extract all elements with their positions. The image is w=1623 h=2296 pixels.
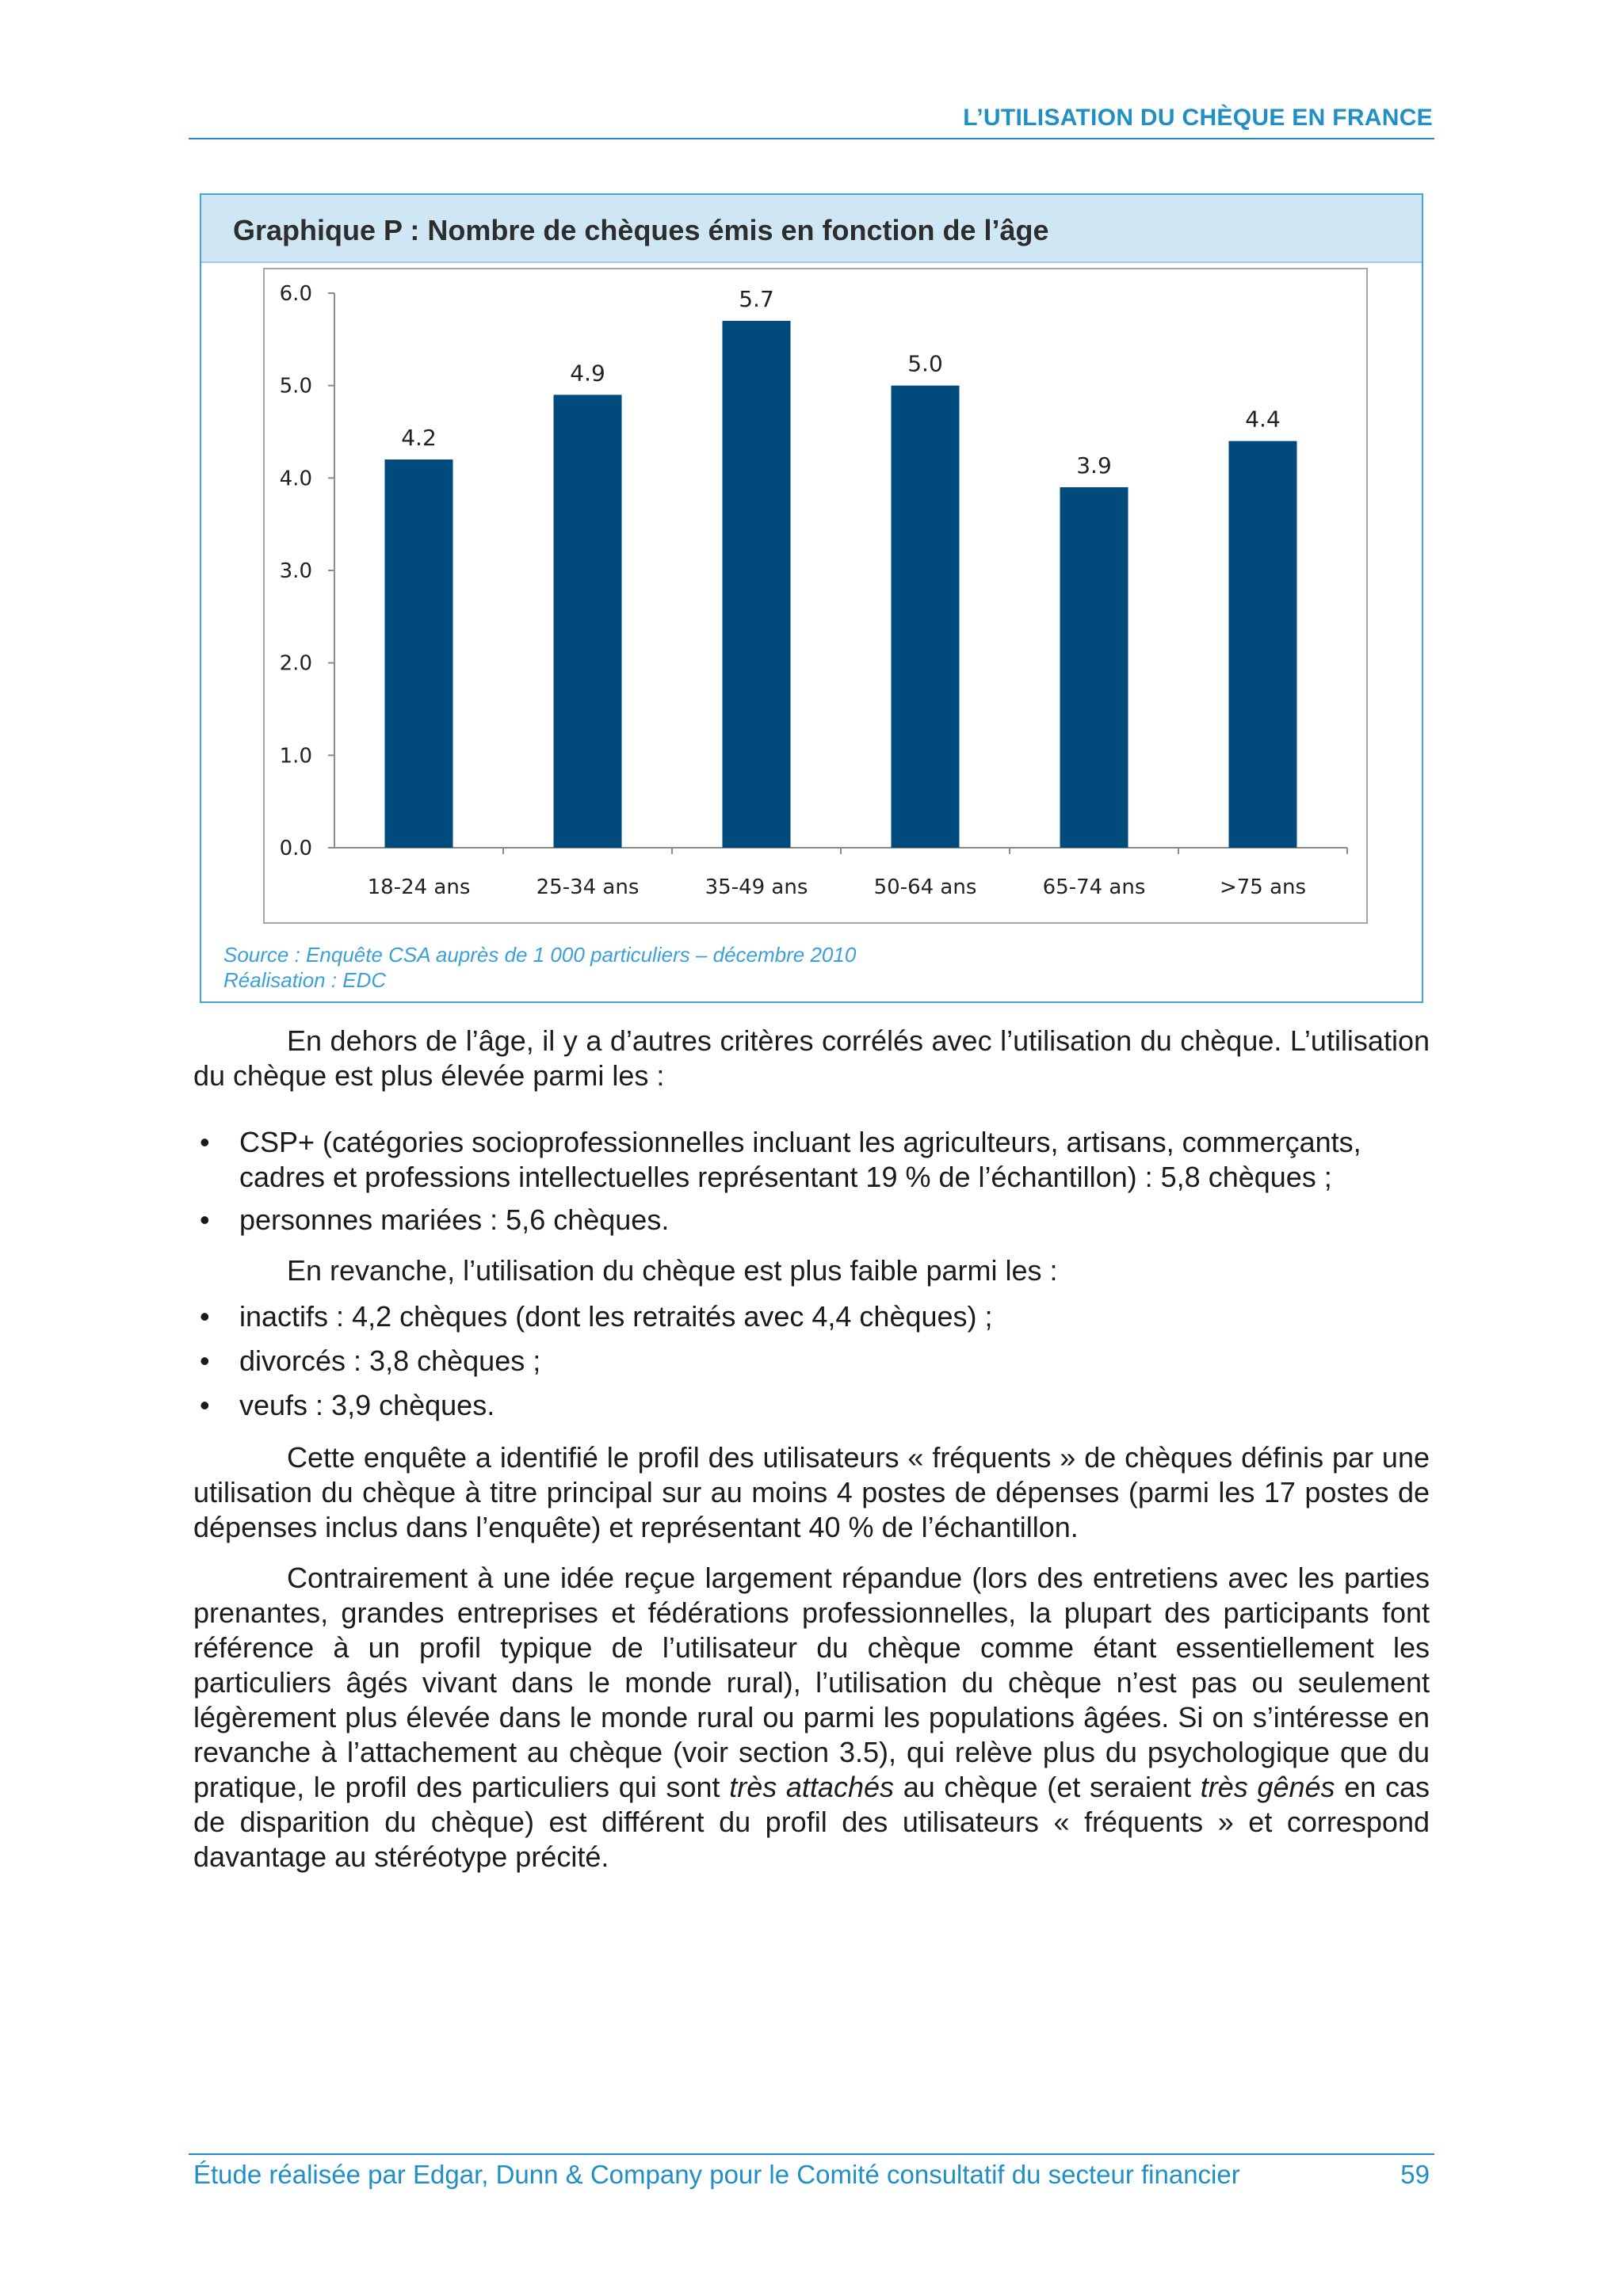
y-tick-label: 0.0 [279,837,312,860]
bar [1229,441,1297,848]
paragraph-4 [193,1561,1430,1875]
bullet-text: CSP+ (catégories socioprofessionnelles incluant les agriculteurs, artisans, commerçants, cadres et professions intellectuelles représentant 19 % de l’échantillon) : 5,8 chèques ; [239,1126,1361,1193]
y-tick-label: 4.0 [279,467,312,491]
bullet-icon: • [200,1344,210,1377]
x-tick-label: 25-34 ans [536,875,640,899]
y-tick-label: 6.0 [279,282,312,306]
bullet-icon: • [200,1300,210,1333]
bar [723,321,791,848]
x-tick-label: 50-64 ans [873,875,977,899]
emphasis-tres-genes: très gênés [1200,1771,1335,1803]
data-label: 4.9 [570,360,605,387]
y-tick-label: 5.0 [279,374,312,399]
data-label: 5.0 [907,350,943,377]
data-label: 5.7 [739,286,774,312]
y-tick-label: 3.0 [279,559,312,583]
paragraph-2: En revanche, l’utilisation du chèque est plus faible parmi les : [287,1254,1058,1287]
figure-credit: Réalisation : EDC [223,968,387,992]
bullet-text: personnes mariées : 5,6 chèques. [239,1203,670,1236]
x-tick-label: 18-24 ans [367,875,471,899]
bullet-icon: • [200,1126,210,1158]
bullet-text: divorcés : 3,8 chèques ; [239,1344,541,1377]
bullet-text: veufs : 3,9 chèques. [239,1389,495,1421]
x-tick-label: >75 ans [1219,875,1307,899]
figure-source: Source : Enquête CSA auprès de 1 000 particuliers – décembre 2010 [223,943,857,967]
data-label: 4.4 [1245,406,1281,433]
paragraph-1: En dehors de l’âge, il y a d’autres critères corrélés avec l’utilisation du chèque. L’utilisation du chèque est plus élevée parmi les : [193,1024,1430,1092]
data-label: 4.2 [401,425,437,451]
page-number: 59 [1400,2160,1430,2189]
bullet-icon: • [200,1389,210,1421]
bar-chart [265,269,1366,922]
paragraph-4-start: Contrairement à une idée reçue largement répandue (lors des entretiens avec les parties prenantes, grandes entreprises et fédérations professionnelles, la plupart des participants font référence à un profil typique de l’utilisateur du chèque comme étant essentiellement les particuliers âgés vivant dans le monde rural), l’utilisation du chèque n’est pas ou seulement légèrement plus élevée dans le monde rural ou parmi les populations âgées. Si on s’intéresse en revanche à l’attachement au chèque (voir section 3.5), qui relève plus du psychologique que du pratique, le profil des particuliers qui sont [193,1562,1430,1803]
figure-title: Graphique P : Nombre de chèques émis en fonction de l’âge [233,214,1049,246]
figure-title-bar [201,195,1422,263]
y-tick-label: 2.0 [279,651,312,676]
chart-frame [263,268,1368,924]
figure-box [200,193,1423,1003]
footer-divider [189,2153,1434,2155]
data-label: 3.9 [1076,452,1112,479]
paragraph-4-end: en cas de disparition du chèque) est différent du profil des utilisateurs « fréquents » et correspond davantage au stéréotype précité. [193,1771,1430,1873]
y-tick-label: 1.0 [279,744,312,769]
bar [554,395,622,848]
bullet-text: inactifs : 4,2 chèques (dont les retraités avec 4,4 chèques) ; [239,1300,993,1333]
bullet-icon: • [200,1203,210,1236]
header-divider [189,138,1434,139]
x-tick-label: 65-74 ans [1042,875,1146,899]
paragraph-3: Cette enquête a identifié le profil des utilisateurs « fréquents » de chèques définis par une utilisation du chèque à titre principal sur au moins 4 postes de dépenses (parmi les 17 postes de dépenses inclus dans l’enquête) et représentant 40 % de l’échantillon. [193,1441,1430,1543]
footer-credit: Étude réalisée par Edgar, Dunn & Company pour le Comité consultatif du secteur financier [193,2160,1240,2189]
emphasis-tres-attaches: très attachés [729,1771,894,1803]
bar [385,460,453,848]
bar [892,386,960,848]
x-tick-label: 35-49 ans [705,875,808,899]
bar [1060,487,1128,848]
running-header: L’UTILISATION DU CHÈQUE EN FRANCE [963,105,1433,131]
paragraph-4-mid: au chèque (et seraient [894,1771,1201,1803]
